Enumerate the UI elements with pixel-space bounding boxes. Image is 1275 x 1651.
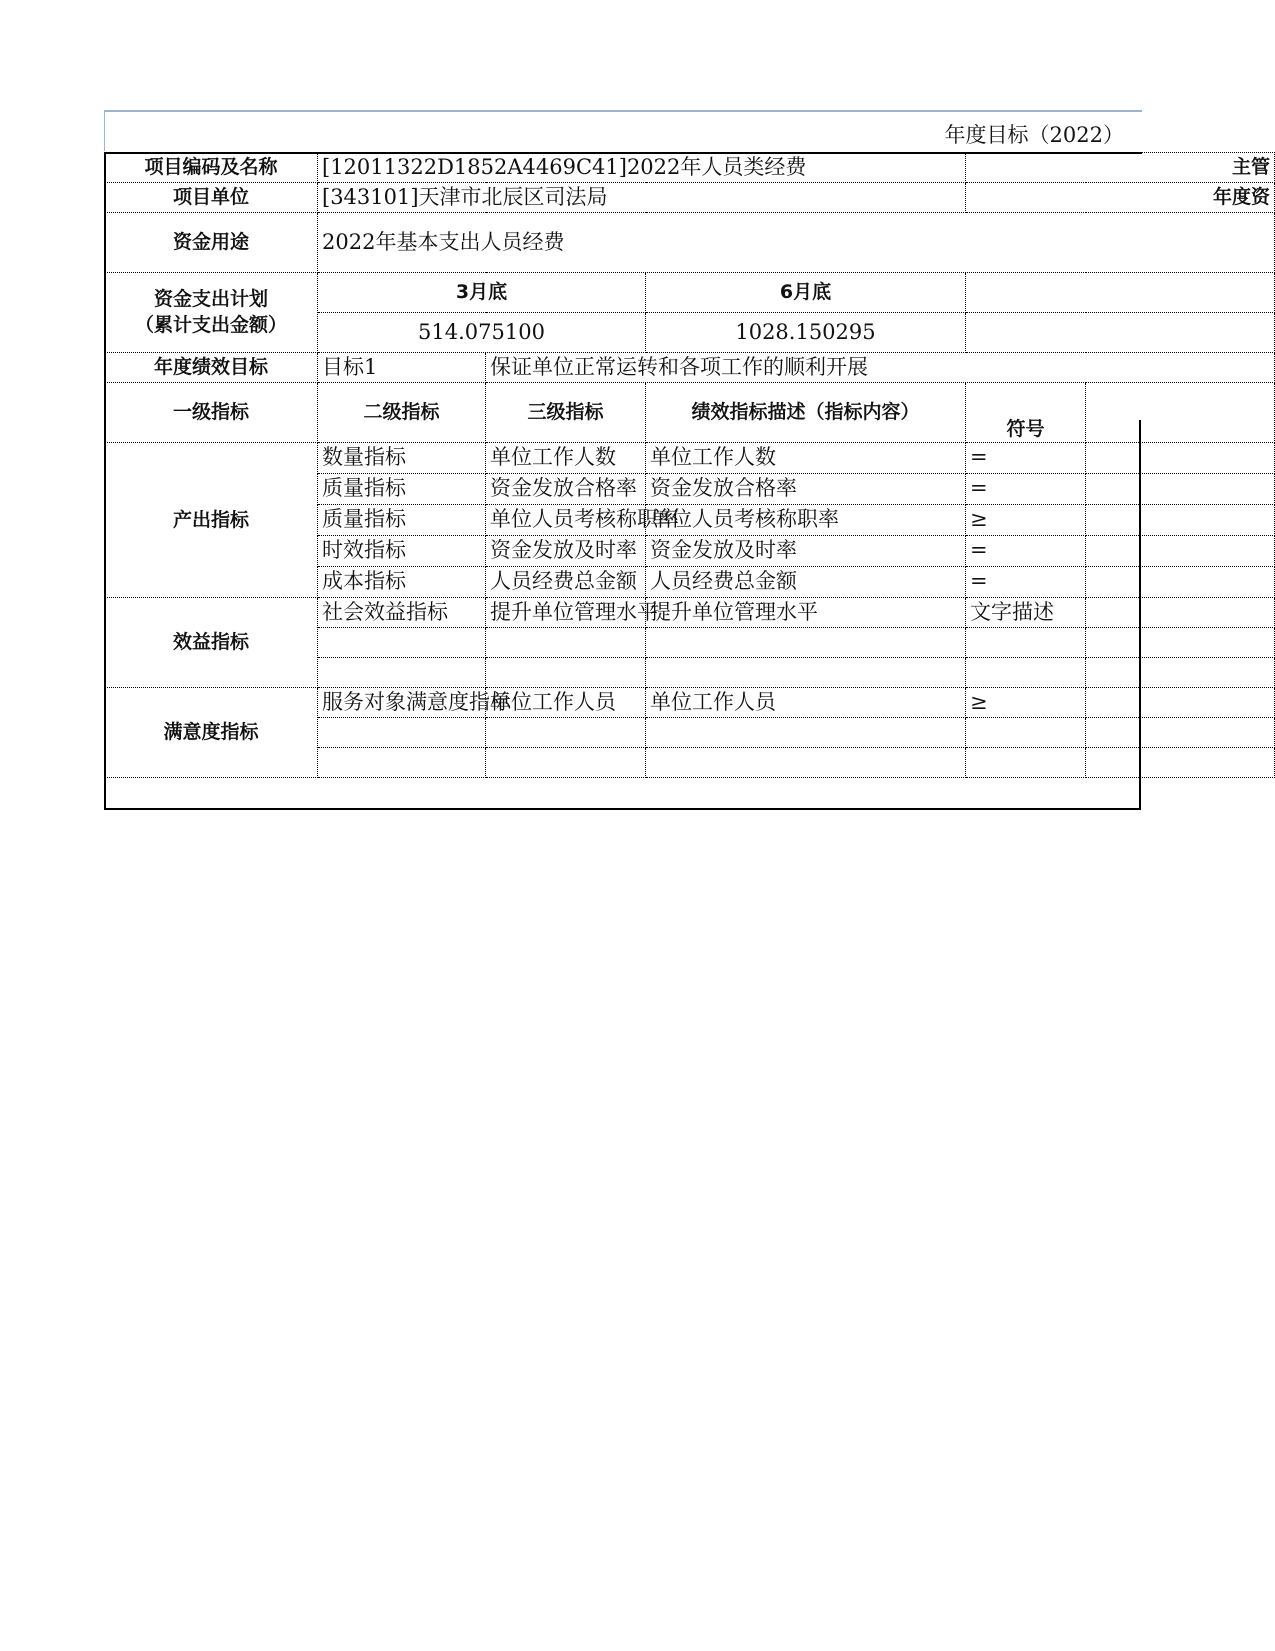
empty-cell[interactable] xyxy=(966,718,1086,748)
empty-cell[interactable] xyxy=(966,658,1086,688)
supervisor-label: 主管 xyxy=(966,153,1275,183)
indicator-extra xyxy=(1086,688,1275,718)
empty-cell[interactable] xyxy=(318,658,486,688)
empty-cell[interactable] xyxy=(318,748,486,778)
plan-q1-value[interactable]: 514.075100 xyxy=(318,313,646,353)
header-symbol: 符号 xyxy=(966,383,1086,443)
indicator-symbol[interactable]: ≥ xyxy=(966,505,1086,536)
indicator-l3[interactable]: 单位人员考核称职率 xyxy=(486,505,646,536)
plan-q2-label: 6月底 xyxy=(646,273,966,313)
row-plan-head xyxy=(105,273,1275,313)
indicator-symbol[interactable]: 文字描述 xyxy=(966,598,1086,628)
indicator-l2[interactable]: 社会效益指标 xyxy=(318,598,486,628)
title-bar xyxy=(104,110,1142,151)
empty-cell[interactable] xyxy=(486,748,646,778)
indicator-l3[interactable]: 资金发放合格率 xyxy=(486,474,646,505)
empty-cell[interactable] xyxy=(646,658,966,688)
header-desc: 绩效指标描述（指标内容） xyxy=(646,383,966,443)
header-level3: 三级指标 xyxy=(486,383,646,443)
indicator-extra xyxy=(1086,598,1275,628)
group-satisfaction: 满意度指标 xyxy=(105,688,318,778)
empty-cell[interactable] xyxy=(486,718,646,748)
table-left-border xyxy=(104,152,106,809)
group-output: 产出指标 xyxy=(105,443,318,598)
unit-label: 项目单位 xyxy=(105,183,318,213)
indicator-extra xyxy=(1086,443,1275,474)
row-goal xyxy=(105,353,1275,383)
indicator-desc[interactable]: 单位工作人员 xyxy=(646,688,966,718)
indicator-l3[interactable]: 提升单位管理水平 xyxy=(486,598,646,628)
row-headers xyxy=(105,383,1275,443)
indicator-extra xyxy=(1086,474,1275,505)
group-benefit: 效益指标 xyxy=(105,598,318,688)
indicator-l3[interactable]: 单位工作人员 xyxy=(486,688,646,718)
purpose-label: 资金用途 xyxy=(105,213,318,273)
empty-cell[interactable] xyxy=(646,748,966,778)
indicator-l3[interactable]: 资金发放及时率 xyxy=(486,536,646,567)
indicator-l2[interactable]: 时效指标 xyxy=(318,536,486,567)
header-level2: 二级指标 xyxy=(318,383,486,443)
row-project xyxy=(105,153,1275,183)
indicator-l2[interactable]: 服务对象满意度指标 xyxy=(318,688,486,718)
indicator-desc[interactable]: 提升单位管理水平 xyxy=(646,598,966,628)
project-label: 项目编码及名称 xyxy=(105,153,318,183)
goal-label: 年度绩效目标 xyxy=(105,353,318,383)
purpose-value[interactable]: 2022年基本支出人员经费 xyxy=(318,213,1275,273)
goal-target[interactable]: 目标1 xyxy=(318,353,486,383)
row-unit xyxy=(105,183,1275,213)
indicator-extra xyxy=(1086,536,1275,567)
indicator-l2[interactable]: 数量指标 xyxy=(318,443,486,474)
indicator-symbol[interactable]: = xyxy=(966,443,1086,474)
annual-fund-label: 年度资 xyxy=(966,183,1275,213)
empty-cell xyxy=(1086,658,1275,688)
empty-cell[interactable] xyxy=(486,628,646,658)
plan-q1-label: 3月底 xyxy=(318,273,646,313)
empty-cell[interactable] xyxy=(646,718,966,748)
table-bottom-border xyxy=(104,808,1141,810)
plan-q2-value[interactable]: 1028.150295 xyxy=(646,313,966,353)
indicator-desc[interactable]: 单位人员考核称职率 xyxy=(646,505,966,536)
table-row xyxy=(105,598,1275,628)
header-level1: 一级指标 xyxy=(105,383,318,443)
indicator-symbol[interactable]: = xyxy=(966,567,1086,598)
indicator-l3[interactable]: 人员经费总金额 xyxy=(486,567,646,598)
empty-cell xyxy=(1086,718,1275,748)
table-right-border xyxy=(1139,420,1141,809)
page-title: 年度目标（2022） xyxy=(944,123,1124,147)
unit-value[interactable]: [343101]天津市北辰区司法局 xyxy=(318,183,966,213)
table-row xyxy=(105,443,1275,474)
indicator-symbol[interactable]: = xyxy=(966,536,1086,567)
indicator-desc[interactable]: 资金发放合格率 xyxy=(646,474,966,505)
empty-cell[interactable] xyxy=(318,718,486,748)
header-extra xyxy=(1086,383,1275,443)
indicator-desc[interactable]: 资金发放及时率 xyxy=(646,536,966,567)
indicator-l2[interactable]: 质量指标 xyxy=(318,505,486,536)
spreadsheet-page xyxy=(104,110,1271,810)
indicator-desc[interactable]: 人员经费总金额 xyxy=(646,567,966,598)
plan-empty-value xyxy=(966,313,1275,353)
indicator-l2[interactable]: 成本指标 xyxy=(318,567,486,598)
indicator-l3[interactable]: 单位工作人数 xyxy=(486,443,646,474)
indicator-symbol[interactable]: = xyxy=(966,474,1086,505)
indicator-extra xyxy=(1086,567,1275,598)
indicator-desc[interactable]: 单位工作人数 xyxy=(646,443,966,474)
goal-text[interactable]: 保证单位正常运转和各项工作的顺利开展 xyxy=(486,353,1275,383)
project-value[interactable]: [12011322D1852A4469C41]2022年人员类经费 xyxy=(318,153,966,183)
table-top-border xyxy=(104,152,1142,154)
empty-cell[interactable] xyxy=(966,628,1086,658)
empty-cell[interactable] xyxy=(486,658,646,688)
empty-cell[interactable] xyxy=(966,748,1086,778)
performance-table xyxy=(104,152,1275,778)
empty-cell[interactable] xyxy=(646,628,966,658)
indicator-l2[interactable]: 质量指标 xyxy=(318,474,486,505)
empty-cell xyxy=(1086,628,1275,658)
table-row xyxy=(105,688,1275,718)
empty-cell[interactable] xyxy=(318,628,486,658)
indicator-extra xyxy=(1086,505,1275,536)
plan-label: 资金支出计划 （累计支出金额） xyxy=(105,273,318,353)
plan-empty-head xyxy=(966,273,1275,313)
indicator-symbol[interactable]: ≥ xyxy=(966,688,1086,718)
empty-cell xyxy=(1086,748,1275,778)
row-purpose xyxy=(105,213,1275,273)
